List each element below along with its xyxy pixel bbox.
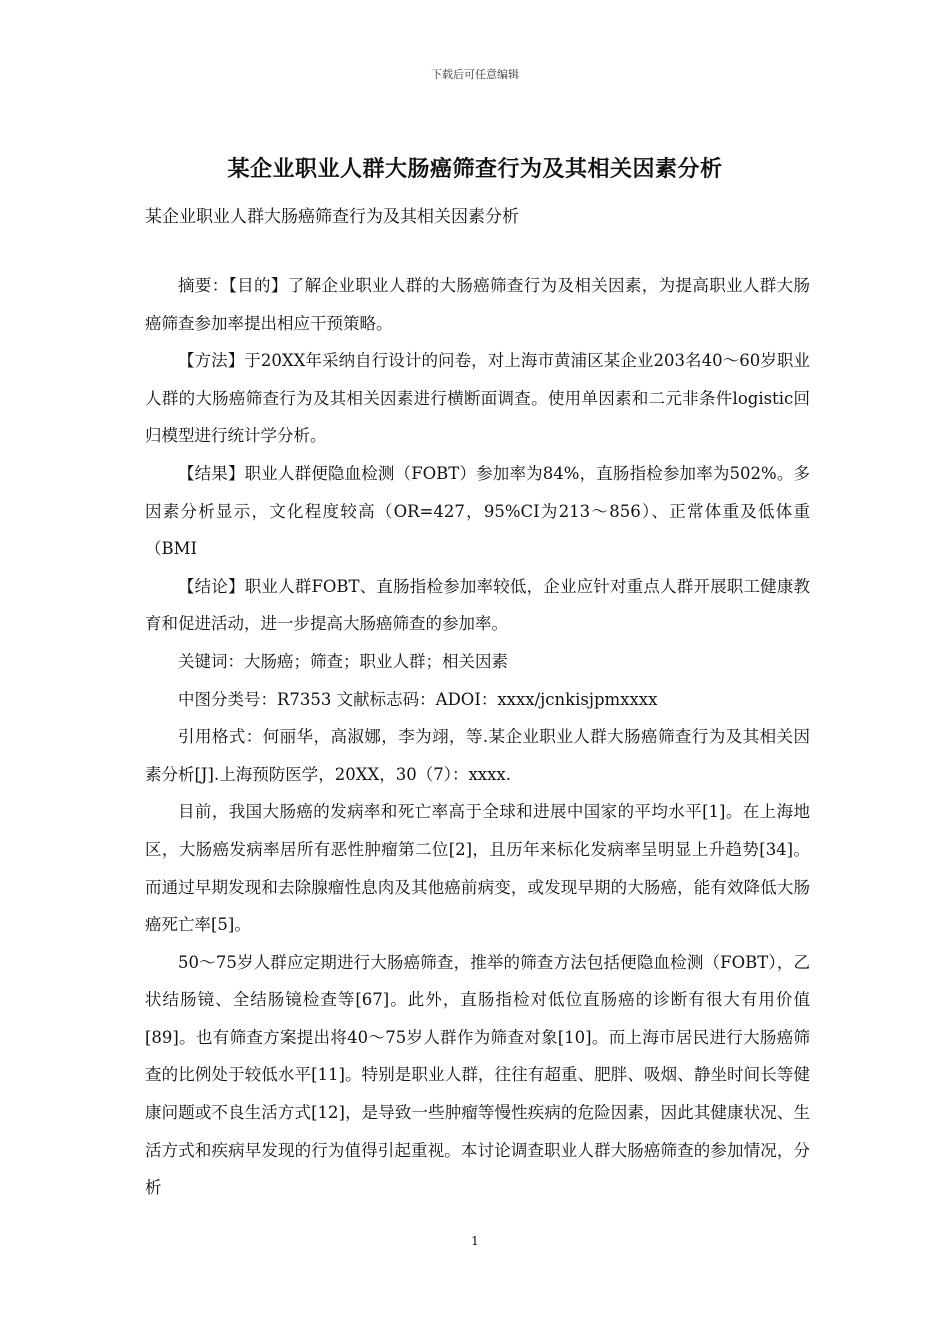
classification-paragraph: 中图分类号：R7353 文献标志码：ADOI：xxxx/jcnkisjpmxxxx: [178, 689, 658, 709]
abstract-method-paragraph: 【方法】于20XX年采纳自行设计的问卷，对上海市黄浦区某企业203名40～60岁职业人群的大肠癌筛查行为及其相关因素进行横断面调查。使用单因素和二元非条件logistic回归模型进行统计学分析。: [145, 351, 810, 446]
intro-paragraph-2: 50～75岁人群应定期进行大肠癌筛查，推举的筛查方法包括便隐血检测（FOBT），乙状结肠镜、全结肠镜检查等[67]。此外，直肠指检对低位直肠癌的诊断有很大有用价值[89]。也有筛查方案提出将40～75岁人群作为筛查对象[10]。而上海市居民进行大肠癌筛查的比例处于较低水平[11]。特别是职业人群，往往有超重、肥胖、吸烟、静坐时间长等健康问题或不良生活方式[12]，是导致一些肿瘤等慢性疾病的危险因素，因此其健康状况、生活方式和疾病早发现的行为值得引起重视。本讨论调查职业人群大肠癌筛查的参加情况，分析: [145, 952, 810, 1198]
page-number: 1: [471, 1234, 479, 1248]
document-title: 某企业职业人群大肠癌筛查行为及其相关因素分析: [227, 157, 723, 182]
abstract-result-paragraph: 【结果】职业人群便隐血检测（FOBT）参加率为84%，直肠指检参加率为502%。多因素分析显示，文化程度较高（OR=427，95%CI为213～856）、正常体重及低体重（BMI: [145, 463, 810, 559]
body-text: [145, 267, 810, 1207]
keywords-paragraph: 关键词：大肠癌；筛查；职业人群；相关因素: [178, 651, 508, 671]
document-subtitle: 某企业职业人群大肠癌筛查行为及其相关因素分析: [145, 207, 519, 227]
abstract-conclusion-paragraph: 【结论】职业人群FOBT、直肠指检参加率较低，企业应针对重点人群开展职工健康教育和促进活动，进一步提高大肠癌筛查的参加率。: [145, 576, 810, 634]
header-note: 下载后可任意编辑: [431, 68, 519, 81]
intro-paragraph-1: 目前，我国大肠癌的发病率和死亡率高于全球和进展中国家的平均水平[1]。在上海地区，大肠癌发病率居所有恶性肿瘤第二位[2]，且历年来标化发病率呈明显上升趋势[34]。而通过早期发现和去除腺瘤性息肉及其他癌前病变，或发现早期的大肠癌，能有效降低大肠癌死亡率[5]。: [145, 802, 810, 935]
citation-paragraph: 引用格式：何丽华，高淑娜，李为翊，等.某企业职业人群大肠癌筛查行为及其相关因素分析[J].上海预防医学，20XX，30（7）：xxxx.: [145, 727, 810, 784]
abstract-objective-paragraph: 摘要：【目的】了解企业职业人群的大肠癌筛查行为及相关因素，为提高职业人群大肠癌筛查参加率提出相应干预策略。: [145, 276, 810, 333]
